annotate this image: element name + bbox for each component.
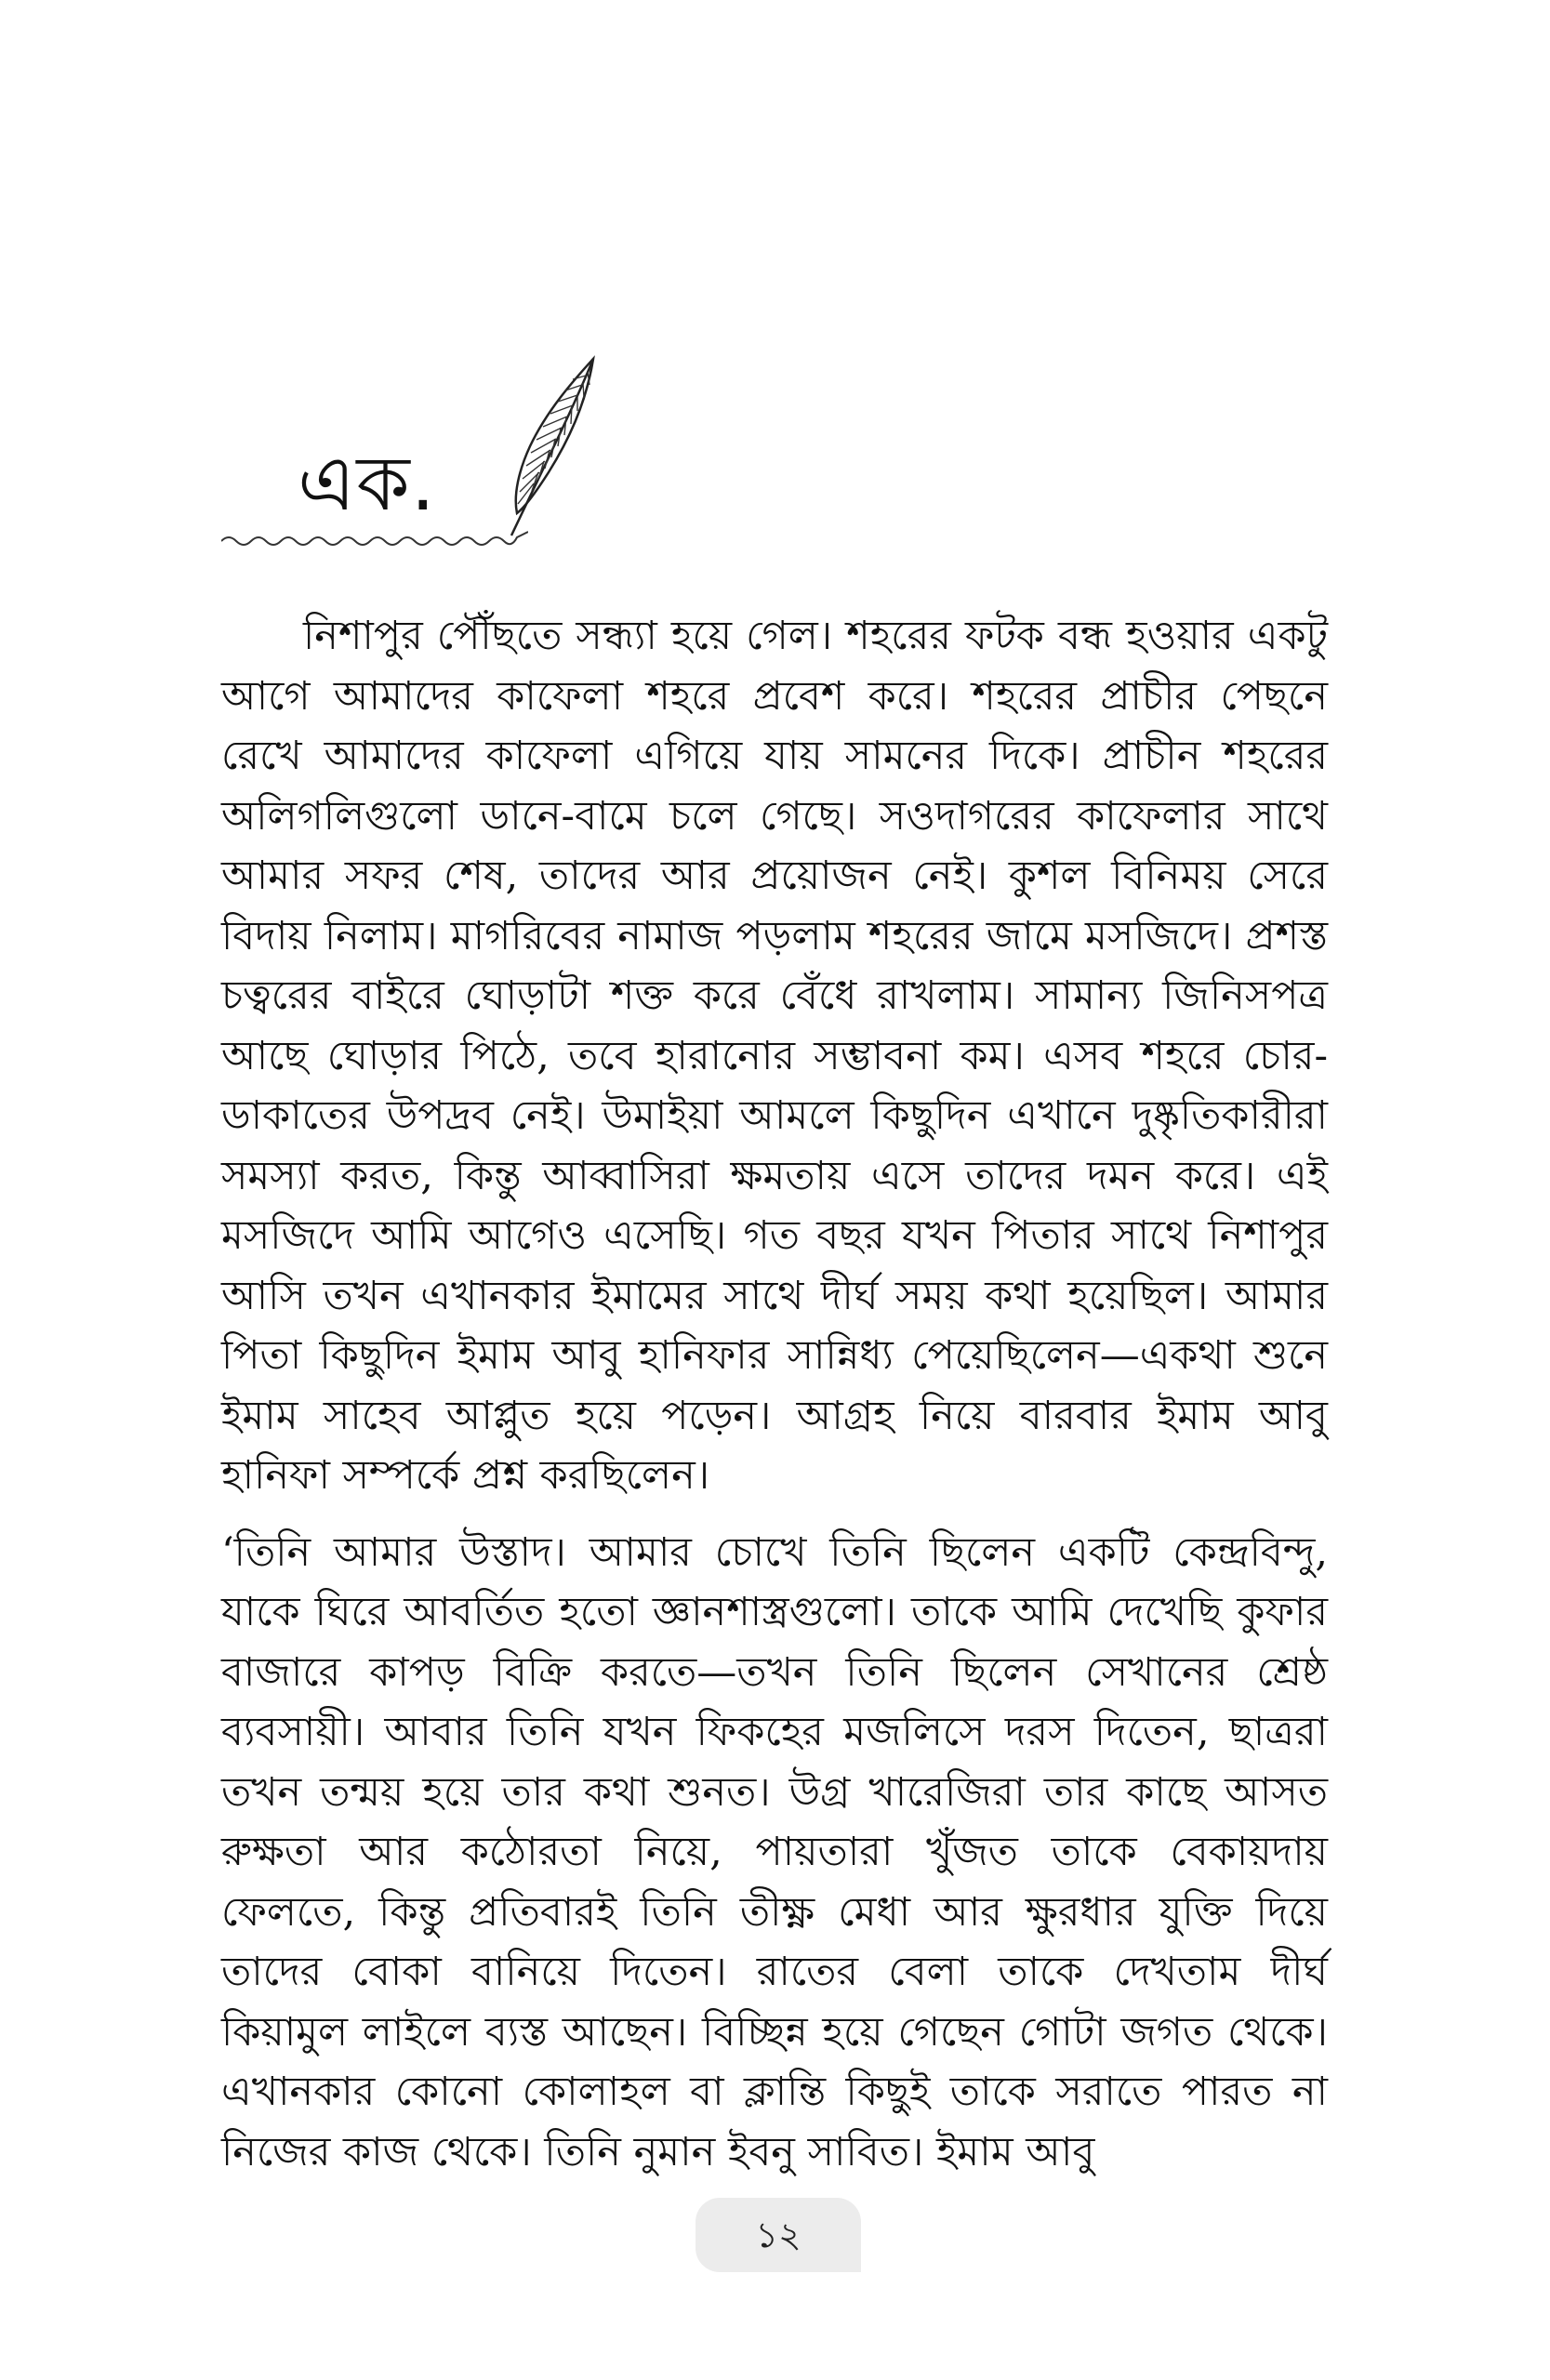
page-number-tab	[696, 2198, 861, 2272]
wavy-divider	[221, 528, 528, 550]
chapter-title: এক.	[298, 440, 436, 528]
feather-quill-icon	[484, 353, 604, 549]
chapter-heading	[214, 353, 642, 567]
page-number: ১২	[755, 2215, 801, 2255]
paragraph: ‘তিনি আমার উস্তাদ। আমার চোখে তিনি ছিলেন একটি কেন্দ্রবিন্দু, যাকে ঘিরে আবর্তিত হতো জ্ঞানশাস্ত্রগুলো। তাকে আমি দেখেছি কুফার বাজারে কাপড় বিক্রি করতে—তখন তিনি ছিলেন সেখানের শ্রেষ্ঠ ব্যবসায়ী। আবার তিনি যখন ফিকহের মজলিসে দরস দিতেন, ছাত্ররা তখন তন্ময় হয়ে তার কথা শুনত। উগ্র খারেজিরা তার কাছে আসত রুক্ষতা আর কঠোরতা নিয়ে, পায়তারা খুঁজত তাকে বেকায়দায় ফেলতে, কিন্তু প্রতিবারই তিনি তীক্ষ্ণ মেধা আর ক্ষুরধার যুক্তি দিয়ে তাদের বোকা বানিয়ে দিতেন। রাতের বেলা তাকে দেখতাম দীর্ঘ কিয়ামুল লাইলে ব্যস্ত আছেন। বিচ্ছিন্ন হয়ে গেছেন গোটা জগত থেকে। এখানকার কোনো কোলাহল বা ক্লান্তি কিছুই তাকে সরাতে পারত না নিজের কাজ থেকে। তিনি নুমান ইবনু সাবিত। ইমাম আবু	[221, 1528, 1328, 2175]
body-text	[221, 606, 1328, 2182]
paragraph: নিশাপুর পৌঁছতে সন্ধ্যা হয়ে গেল। শহরের ফটক বন্ধ হওয়ার একটু আগে আমাদের কাফেলা শহরে প্রবেশ করে। শহরের প্রাচীর পেছনে রেখে আমাদের কাফেলা এগিয়ে যায় সামনের দিকে। প্রাচীন শহরের অলিগলিগুলো ডানে-বামে চলে গেছে। সওদাগরের কাফেলার সাথে আমার সফর শেষ, তাদের আর প্রয়োজন নেই। কুশল বিনিময় সেরে বিদায় নিলাম। মাগরিবের নামাজ পড়লাম শহরের জামে মসজিদে। প্রশস্ত চত্বরের বাইরে ঘোড়াটা শক্ত করে বেঁধে রাখলাম। সামান্য জিনিসপত্র আছে ঘোড়ার পিঠে, তবে হারানোর সম্ভাবনা কম। এসব শহরে চোর-ডাকাতের উপদ্রব নেই। উমাইয়া আমলে কিছুদিন এখানে দুষ্কৃতিকারীরা সমস্যা করত, কিন্তু আব্বাসিরা ক্ষমতায় এসে তাদের দমন করে। এই মসজিদে আমি আগেও এসেছি। গত বছর যখন পিতার সাথে নিশাপুর আসি তখন এখানকার ইমামের সাথে দীর্ঘ সময় কথা হয়েছিল। আমার পিতা কিছুদিন ইমাম আবু হানিফার সান্নিধ্য পেয়েছিলেন—একথা শুনে ইমাম সাহেব আপ্লুত হয়ে পড়েন। আগ্রহ নিয়ে বারবার ইমাম আবু হানিফা সম্পর্কে প্রশ্ন করছিলেন।	[221, 613, 1328, 1499]
